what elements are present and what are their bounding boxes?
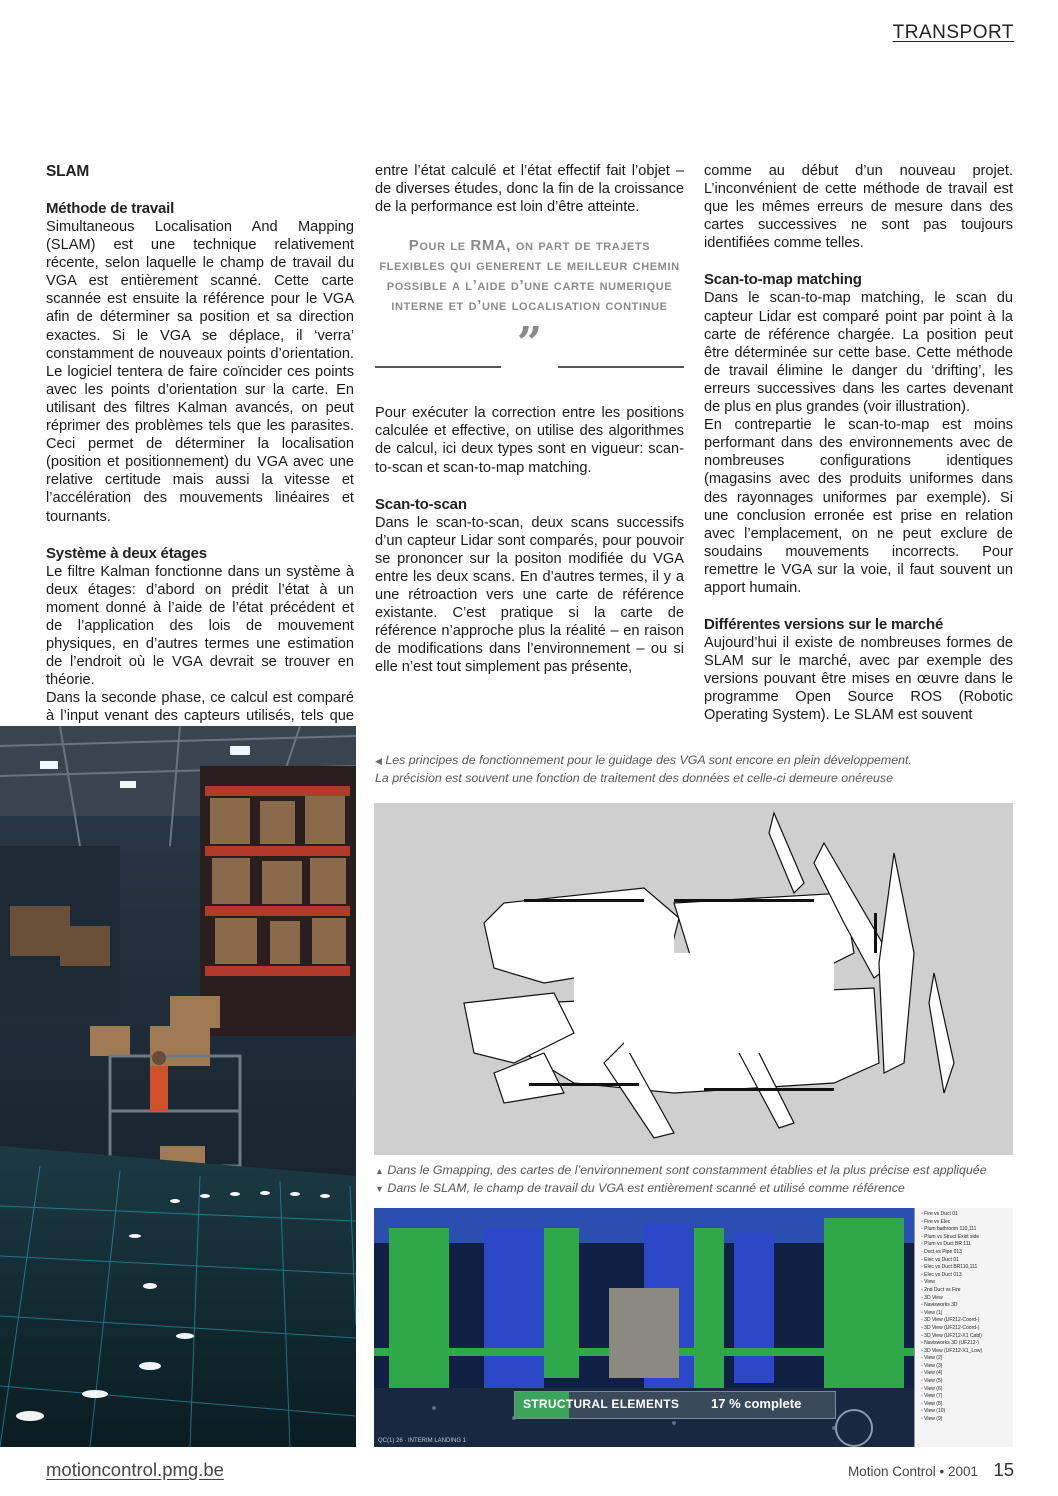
- article-title: SLAM: [46, 163, 90, 180]
- tree-item[interactable]: ▫ Plum vs Struct Exist side: [921, 1233, 980, 1240]
- tree-item[interactable]: ▫ 3D View (UF212-Coord-): [921, 1317, 980, 1324]
- tree-item[interactable]: ▫ View: [921, 1279, 935, 1286]
- tree-item[interactable]: ▫ Navisworks 3D: [921, 1302, 958, 1309]
- heading-versions: Différentes versions sur le marché: [704, 616, 944, 634]
- paragraph-systeme-2: Dans la seconde phase, ce calcul est comparé à l’input venant des capteurs utilisés, tels que: [46, 690, 354, 725]
- tree-item[interactable]: ▫ 2nd Duct vs Fire: [921, 1286, 961, 1293]
- tree-item[interactable]: ▫ View (7): [921, 1393, 943, 1400]
- tree-item[interactable]: ▫ Duct vs Pipe 013: [921, 1248, 962, 1255]
- tree-item[interactable]: ▫ Fire vs Duct 01: [921, 1211, 958, 1217]
- caption-gmapping: ▲ Dans le Gmapping, des cartes de l’environnement sont constamment établies et la plus précise est appliquée ▼ Dans le SLAM, le champ de travail du VGA est entièrement scanné et utilisé comme référence: [375, 1163, 987, 1195]
- quote-mark: ”: [516, 318, 543, 370]
- paragraph-scan-to-map-2: En contrepartie le scan-to-map est moins performant dans des environnements avec de nombreuses configurations identiques (magasins avec des produits uniformes dans des rayonnages uniformes par exemple). Si une conclusion erronée est prise en relation avec l’emplacement, on ne peut exclure de soudains mouvements incorrects. Pour remettre le VGA sur la voie, il faut souvent un apport humain.: [704, 417, 1013, 596]
- pull-quote: Pour le RMA, on part de trajets flexibles qui generent le meilleur chemin possible a l’aide d’une carte numerique interne et d’une localisation continue: [379, 237, 680, 315]
- paragraph-continued-3: comme au début d’un nouveau projet. L’inconvénient de cette méthode de travail est que les mêmes erreurs de mesure dans des cartes successives ne sont pas toujours identifiées comme telles.: [704, 163, 1013, 252]
- gmapping-map-image: [374, 803, 1013, 1155]
- tree-item[interactable]: ▫ View (10): [921, 1408, 946, 1415]
- paragraph-systeme-1: Le filtre Kalman fonctionne dans un système à deux étages: d’abord on prédit l’état à un moment donné à l’aide de l’état précédent et de l’application des lois de mouvement physiques, en d’autres termes une estimation de l’endroit où le VGA devrait se trouver en théorie.: [46, 563, 354, 689]
- page-number: 15: [993, 1459, 1014, 1480]
- heading-systeme: Système à deux étages: [46, 544, 207, 562]
- tree-item[interactable]: ▫ View (5): [921, 1378, 943, 1385]
- paragraph-methode: Simultaneous Localisation And Mapping (SLAM) est une technique relativement récente, selon laquelle le champ de travail du VGA est entièrement scanné. Cette carte scannée est ensuite la référence pour le VGA afin de déterminer sa position et sa direction exactes. Si le VGA se déplace, il ‘verra’ constamment de nouveaux points d’orientation. Le logiciel tentera de faire coïncider ces points avec les points d’orientation sur la carte. En utilisant des filtres Kalman avancés, on peut réprimer des problèmes tels que les parasites. Ceci permet de déterminer la localisation (position et positionnement) du VGA avec une relative certitude mais aussi la vitesse et l’accélération des mouvements linéaires et tournants.: [46, 219, 354, 525]
- tree-item[interactable]: ▫ View (1): [921, 1309, 943, 1316]
- column-2: [375, 162, 684, 677]
- paragraph-scan-to-map-1: Dans le scan-to-map matching, le scan du capteur Lidar est comparé point par point à la carte de référence chargée. La position peut être déterminée sur cette base. Cette méthode de travail élimine le danger du ‘drifting’, les erreurs successives dans les cartes devenant de plus en plus grandes (voir illustration).: [704, 290, 1013, 416]
- paragraph-versions: Aujourd’hui il existe de nombreuses formes de SLAM sur le marché, avec par exemple des versions pouvant être mises en œuvre dans le programme Open Source ROS (Robotic Operating System). Le SLAM est souvent: [704, 635, 1013, 724]
- tree-item[interactable]: ▫ 3D View (UF212-X1_Low): [921, 1347, 983, 1354]
- progress-text: 17 % complete: [711, 1396, 802, 1411]
- paragraph-scan-to-scan: Dans le scan-to-scan, deux scans successifs d’un capteur Lidar sont comparés, pour pouvoir se prononcer sur la positon modifiée du VGA entre les deux scans. En d’autres termes, il y a une rétroaction vers une carte de référence existante. C’est pratique si la carte de référence n’approche plus la réalité – en raison de modifications dans l’environnement – ou si elle n’est tout simplement pas présente,: [375, 514, 684, 676]
- heading-methode: Méthode de travail: [46, 200, 175, 217]
- column-3: [704, 162, 1013, 725]
- tree-item[interactable]: ▫ View (2): [921, 1355, 943, 1362]
- heading-scan-to-scan: Scan-to-scan: [375, 495, 467, 513]
- paragraph-correction: Pour exécuter la correction entre les positions calculée et effective, on utilise des algorithmes de calcul, ici deux types sont en vigueur: scan-to-scan et scan-to-map matching.: [375, 405, 684, 476]
- footer-url[interactable]: motioncontrol.pmg.be: [46, 1459, 224, 1480]
- footer-magazine: Motion Control • 2001: [847, 1464, 978, 1479]
- tree-item[interactable]: ▫ Plum bathroom 110,111: [921, 1226, 977, 1233]
- tree-item[interactable]: ▫ View (4): [921, 1370, 943, 1377]
- heading-scan-to-map: Scan-to-map matching: [704, 271, 862, 289]
- tree-item[interactable]: ▫ Elec vs Duct 01: [921, 1256, 959, 1263]
- quote-rule: [375, 366, 684, 378]
- caption-arrow-down-icon: ▼: [375, 1184, 384, 1194]
- caption-arrow-left-icon: ◀: [375, 756, 382, 766]
- scan-progress-bar: [514, 1391, 836, 1419]
- tree-item[interactable]: ▫ Fire vs Elec: [921, 1218, 951, 1225]
- tree-item[interactable]: ▫ 3D View (UF212-X1 Cabl): [921, 1332, 982, 1339]
- view-tree-panel[interactable]: [914, 1208, 1013, 1447]
- tree-item[interactable]: ▫ Plum vs Duct BR 111: [921, 1241, 971, 1248]
- warehouse-photo: [0, 726, 356, 1447]
- tree-item[interactable]: ▫ Elec vs Duct BR110,111: [921, 1264, 978, 1271]
- tree-item[interactable]: ▫ 3D View: [921, 1294, 943, 1301]
- status-bar: QC(1) 26 · INTERIM LANDING 1: [378, 1438, 467, 1444]
- tree-item[interactable]: ▫ Elec vs Duct 013: [921, 1271, 962, 1278]
- caption-arrow-up-icon: ▲: [375, 1166, 384, 1176]
- tree-item[interactable]: ▫ 3D View (UF212-Coord-): [921, 1324, 980, 1331]
- caption-warehouse: ◀ Les principes de fonctionnement pour le guidage des VGA sont encore en plein développement. La précision est souvent une fonction de traitement des données et celle-ci demeure onéreuse: [375, 753, 912, 785]
- structural-elements-label: STRUCTURAL ELEMENTS: [523, 1397, 680, 1411]
- tree-item[interactable]: ▫ View (6): [921, 1385, 943, 1392]
- tree-item[interactable]: ▫ View (8): [921, 1400, 943, 1407]
- tree-item[interactable]: ▫ View (3): [921, 1362, 943, 1369]
- slam-scan-image: [374, 1208, 1013, 1447]
- section-label: TRANSPORT: [892, 22, 1014, 43]
- paragraph-continued: entre l’état calculé et l’état effectif fait l’objet – de diverses études, donc la fin de la croissance de la performance est loin d’être atteinte.: [375, 163, 684, 216]
- column-1: [46, 162, 354, 744]
- tree-item[interactable]: ▫ Navisworks 3D (UF212-): [921, 1340, 979, 1347]
- tree-item[interactable]: ▫ View (9): [921, 1416, 943, 1423]
